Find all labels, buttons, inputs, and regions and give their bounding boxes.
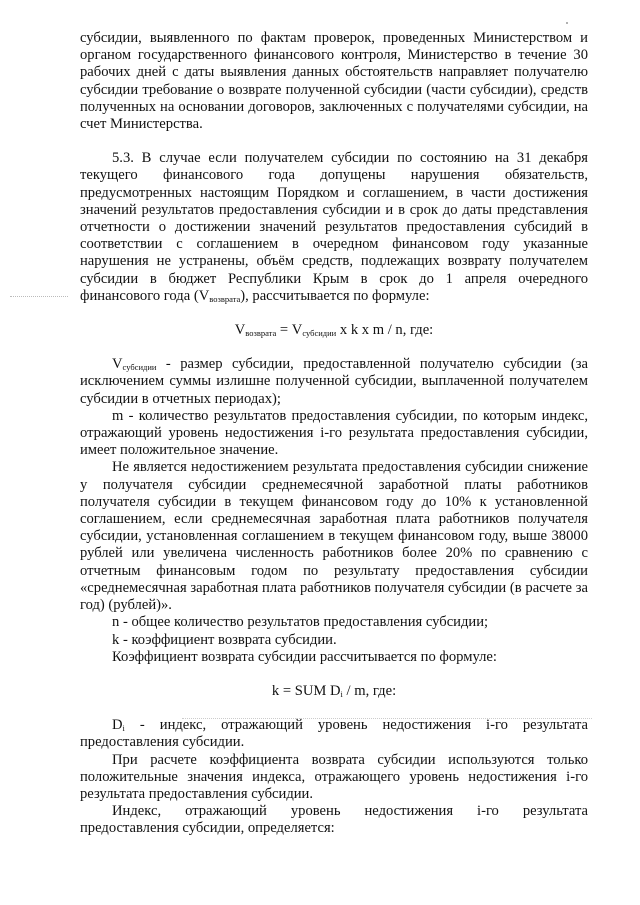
definition-n: n - общее количество результатов предоставления субсидии; [112, 614, 489, 631]
document-text [80, 30, 588, 838]
scan-artifact-dot [566, 22, 568, 24]
formula-k: k = SUM $D_i$ / m, где: [271, 682, 397, 699]
paragraph-positive-values: При расчете коэффициента возврата субсидии используются только положительные значения индекса, отражающего уровень недостижения i-го результата предоставления субсидии. [80, 751, 588, 802]
formula-v-return: $V_{возврата} = V_{субсидии}$ x k x m / n, где: [234, 322, 434, 339]
paragraph-index-definition: Индекс, отражающий уровень недостижения i-го результата предоставления субсидии, определяется: [80, 803, 588, 837]
paragraph-not-underachievement: Не является недостижением результата предоставления субсидии снижение у получателя субсидии среднемесячной заработной платы работников получателя субсидии в текущем финансовом году до 10% к установленной соглашением, если среднемесячная заработная плата работников получателя субсидии, установленная соглашением в текущем финансовом году, выше 38000 рублей или увеличена численность работников более 20% по сравнению с отчетным финансовым годом по результату предоставления субсидии «среднемесячная заработная плата работников получателя субсидии (в расчете за год) (рублей)». [80, 459, 588, 614]
definition-m: m - количество результатов предоставления субсидии, по которым индекс, отражающий уровень недостижения i-го результата предоставления субсидии, имеет положительное значение. [80, 407, 588, 459]
definition-di: $D_i$ - индекс, отражающий уровень недостижения i-го результата предоставления субсидии. [80, 717, 588, 751]
scan-artifact-left [10, 296, 68, 297]
definition-k: k - коэффициент возврата субсидии. [112, 631, 337, 648]
paragraph-return-requirement: субсидии, выявленного по фактам проверок, проведенных Министерством и органом государственного финансового контроля, Министерство в течение 30 рабочих дней с даты выявления данных обстоятельств направляет получателю субсидии требование о возврате полученной субсидии (части субсидии), средств полученных на основании договоров, заключенных с получателями субсидии, на счет Министерства. [80, 30, 588, 133]
definition-v-subsidy: $V_{субсидии}$ - размер субсидии, предоставленной получателю субсидии (за исключением суммы излишне полученной субсидии, выплаченной получателем субсидии в отчетных периодах); [80, 356, 588, 407]
scan-artifact-dots [182, 718, 592, 719]
paragraph-coefficient-formula-intro: Коэффициент возврата субсидии рассчитывается по формуле: [112, 648, 497, 665]
paragraph-5-3: 5.3. В случае если получателем субсидии по состоянию на 31 декабря текущего финансового года допущены нарушения обязательств, предусмотренных настоящим Порядком и соглашением, в части достижения значений результатов предоставления субсидии и в срок до даты представления отчетности о достижении значений результатов предоставления субсидий в соответствии с соглашением в очередном финансовом году указанные нарушения не устранены, объём средств, подлежащих возврату получателем субсидии в бюджет Республики Крым в срок до 1 апреля очередного финансового года $(V_{возврата})$, рассчитывается по формуле: [80, 150, 588, 304]
